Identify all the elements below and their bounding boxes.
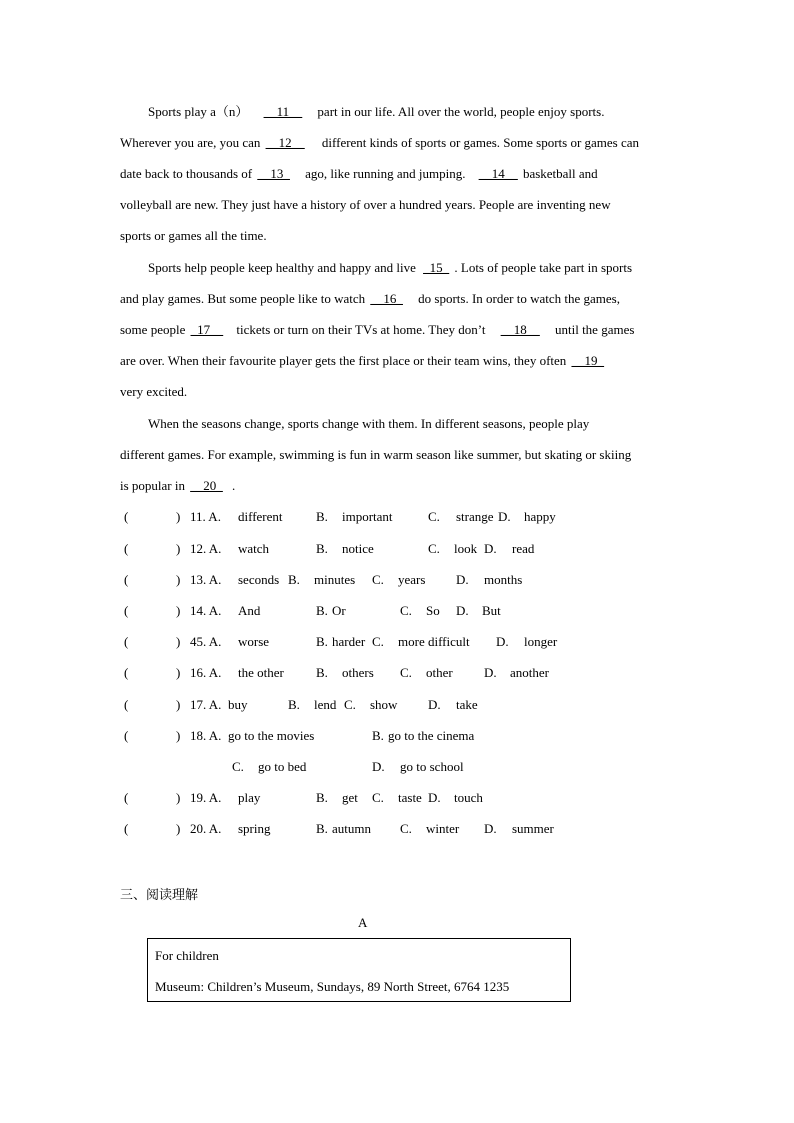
passage-text: basketball and: [522, 166, 598, 181]
blank-16: __16_: [370, 291, 403, 306]
passage-text: different kinds of sports or games. Some sports or games can: [321, 135, 640, 150]
answer-paren[interactable]: (: [124, 509, 129, 524]
option-b: minutes: [314, 572, 356, 587]
question-row-11: [120, 509, 680, 525]
option-b: important: [342, 509, 393, 524]
question-number: 11. A.: [190, 509, 221, 524]
passage-text: Wherever you are, you can: [120, 135, 264, 150]
option-c-label: C.: [232, 759, 244, 774]
question-number: 45. A.: [190, 634, 222, 649]
option-d-label: D.: [496, 634, 509, 649]
option-b: lend: [314, 697, 337, 712]
passage-line: [120, 353, 606, 369]
answer-paren: ): [176, 541, 181, 556]
option-c: years: [398, 572, 426, 587]
answer-paren[interactable]: (: [124, 665, 129, 680]
option-b: harder: [332, 634, 366, 649]
option-d: another: [510, 665, 549, 680]
answer-paren[interactable]: (: [124, 790, 129, 805]
option-d-label: D.: [428, 697, 441, 712]
option-c: other: [426, 665, 453, 680]
answer-paren: ): [176, 665, 181, 680]
passage-text: ago, like running and jumping.: [305, 166, 466, 181]
option-c: winter: [426, 821, 460, 836]
option-c: go to bed: [258, 759, 307, 774]
option-d: read: [512, 541, 535, 556]
option-d-label: D.: [428, 790, 441, 805]
option-b: notice: [342, 541, 374, 556]
passage-line: [120, 166, 598, 182]
question-row-17: [120, 697, 680, 713]
option-d: longer: [524, 634, 558, 649]
passage-text: . Lots of people take part in sports: [454, 260, 633, 275]
passage-text: some people: [120, 322, 189, 337]
option-c-label: C.: [372, 790, 384, 805]
answer-paren[interactable]: (: [124, 697, 129, 712]
question-number: 13. A.: [190, 572, 222, 587]
option-a: go to the movies: [228, 728, 315, 743]
option-a: And: [238, 603, 261, 618]
option-d-label: D.: [484, 665, 497, 680]
option-a: the other: [238, 665, 284, 680]
passage-line: [148, 104, 604, 120]
option-a: different: [238, 509, 283, 524]
question-row-16: [120, 665, 680, 681]
option-c: look: [454, 541, 478, 556]
option-d-label: D.: [484, 821, 497, 836]
option-b-label: B.: [316, 509, 328, 524]
answer-paren: ): [176, 603, 181, 618]
option-c-label: C.: [428, 541, 440, 556]
passage-text: do sports. In order to watch the games,: [418, 291, 620, 306]
option-c-label: C.: [400, 665, 412, 680]
option-c: show: [370, 697, 398, 712]
option-a: worse: [238, 634, 270, 649]
passage-text: is popular in: [120, 478, 189, 493]
option-d-label: D.: [456, 603, 469, 618]
question-row-14: [120, 603, 680, 619]
answer-paren[interactable]: (: [124, 728, 129, 743]
option-b-label: B.: [316, 665, 328, 680]
blank-18: __18__: [500, 322, 540, 337]
answer-paren: ): [176, 821, 181, 836]
option-b-label: B.: [372, 728, 384, 743]
question-number: 14. A.: [190, 603, 222, 618]
blank-15: _15_: [423, 260, 450, 275]
answer-paren: ): [176, 728, 181, 743]
passage-text: part in our life. All over the world, people enjoy sports.: [317, 104, 605, 119]
answer-paren[interactable]: (: [124, 541, 129, 556]
option-b: get: [342, 790, 358, 805]
passage-line: When the seasons change, sports change with them. In different seasons, people play: [148, 416, 590, 431]
answer-paren: ): [176, 572, 181, 587]
option-d-label: D.: [484, 541, 497, 556]
option-b-label: B.: [316, 821, 328, 836]
passage-line: [148, 260, 632, 276]
passage-text: tickets or turn on their TVs at home. They don’t: [236, 322, 486, 337]
option-c-label: C.: [372, 634, 384, 649]
blank-12: __12__: [265, 135, 305, 150]
option-a: spring: [238, 821, 271, 836]
blank-19: __19_: [571, 353, 605, 368]
passage-line: sports or games all the time.: [120, 228, 267, 243]
option-c-label: C.: [400, 821, 412, 836]
question-row-15: [120, 634, 680, 650]
option-b-label: B.: [316, 790, 328, 805]
passage-text: until the games: [554, 322, 635, 337]
question-row-19: [120, 790, 680, 806]
passage-text: date back to thousands of: [120, 166, 256, 181]
notice-box: [147, 938, 571, 1002]
passage-line: different games. For example, swimming is fun in warm season like summer, but skating or skiing: [120, 447, 632, 462]
option-c-label: C.: [344, 697, 356, 712]
answer-paren: ): [176, 509, 181, 524]
question-number: 18. A.: [190, 728, 222, 743]
option-d: But: [482, 603, 501, 618]
blank-13: __13_: [257, 166, 290, 181]
option-d: go to school: [400, 759, 464, 774]
option-d: take: [456, 697, 478, 712]
passage-text: and play games. But some people like to watch: [120, 291, 369, 306]
section-title: 三、阅读理解: [120, 888, 199, 903]
option-c: more difficult: [398, 634, 470, 649]
option-d: summer: [512, 821, 554, 836]
option-b: others: [342, 665, 374, 680]
option-c-label: C.: [428, 509, 440, 524]
option-b: go to the cinema: [388, 728, 475, 743]
passage-line: [120, 135, 639, 151]
question-row-13: [120, 572, 680, 588]
option-a: play: [238, 790, 261, 805]
answer-paren: ): [176, 697, 181, 712]
question-row-18-cont: [120, 759, 680, 775]
option-a: watch: [238, 541, 270, 556]
option-c: taste: [398, 790, 422, 805]
passage-text: are over. When their favourite player gets the first place or their team wins, they often: [120, 353, 570, 368]
answer-paren[interactable]: (: [124, 572, 129, 587]
option-b-label: B.: [288, 697, 300, 712]
option-c: So: [426, 603, 440, 618]
question-number: 20. A.: [190, 821, 222, 836]
option-a: buy: [228, 697, 248, 712]
notice-line: For children: [155, 948, 219, 963]
passage-text: Sports play a（n）: [148, 104, 249, 119]
passage-line: volleyball are new. They just have a history of over a hundred years. People are inventing new: [120, 197, 611, 212]
notice-line: Museum: Children’s Museum, Sundays, 89 North Street, 6764 1235: [155, 979, 510, 994]
answer-paren[interactable]: (: [124, 821, 129, 836]
option-d: happy: [524, 509, 556, 524]
answer-paren[interactable]: (: [124, 603, 129, 618]
option-d-label: D.: [372, 759, 385, 774]
option-c-label: C.: [372, 572, 384, 587]
answer-paren[interactable]: (: [124, 634, 129, 649]
passage-subtitle: A: [358, 915, 368, 930]
question-number: 19. A.: [190, 790, 222, 805]
question-row-12: [120, 541, 680, 557]
blank-11: __11__: [263, 104, 303, 119]
question-number: 12. A.: [190, 541, 222, 556]
option-b: Or: [332, 603, 346, 618]
answer-paren: ): [176, 634, 181, 649]
question-number: 17. A.: [190, 697, 222, 712]
option-b-label: B.: [316, 603, 328, 618]
option-a: seconds: [238, 572, 280, 587]
option-c-label: C.: [400, 603, 412, 618]
passage-text: .: [232, 478, 236, 493]
option-d: touch: [454, 790, 483, 805]
passage-line: [120, 291, 620, 307]
option-d: months: [484, 572, 523, 587]
question-row-20: [120, 821, 680, 837]
option-b-label: B.: [316, 634, 328, 649]
blank-17: _17__: [190, 322, 224, 337]
option-c: strange: [456, 509, 494, 524]
option-b: autumn: [332, 821, 371, 836]
passage-line: [120, 478, 235, 494]
option-d-label: D.: [456, 572, 469, 587]
passage-text: Sports help people keep healthy and happy and live: [148, 260, 420, 275]
blank-14: __14__: [478, 166, 518, 181]
blank-20: __20_: [190, 478, 223, 493]
option-d-label: D.: [498, 509, 511, 524]
option-b-label: B.: [316, 541, 328, 556]
passage-line: very excited.: [120, 384, 188, 399]
question-row-18: [120, 728, 680, 744]
option-b-label: B.: [288, 572, 300, 587]
passage-line: [120, 322, 634, 338]
question-number: 16. A.: [190, 665, 222, 680]
answer-paren: ): [176, 790, 181, 805]
